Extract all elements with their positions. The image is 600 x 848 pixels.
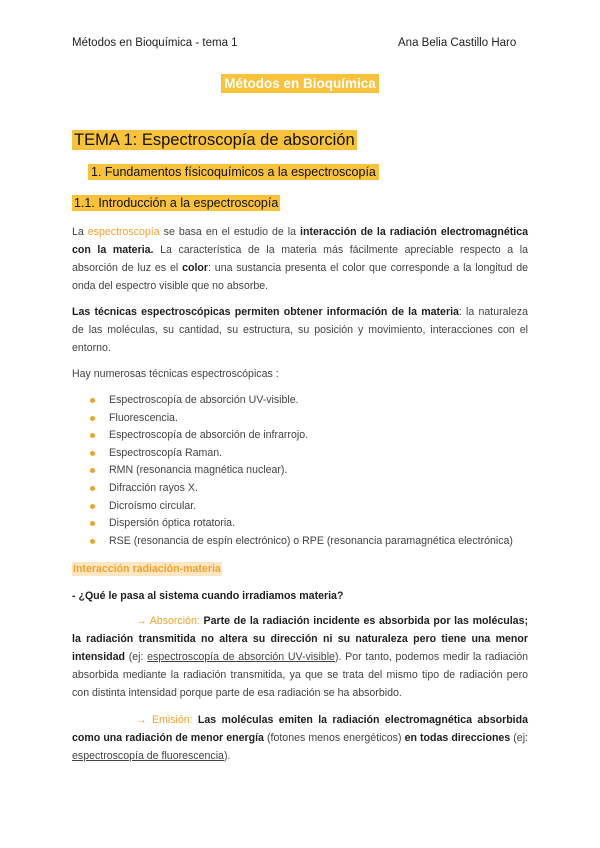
section-1-1-heading: 1.1. Introducción a la espectroscopía — [74, 196, 279, 210]
list-item: Difracción rayos X. — [72, 480, 532, 498]
emision-paragraph: → Emisión: Las moléculas emiten la radiación electromagnética absorbida como una radiación de menor energía (fotones menos energéticos) en todas direcciones (ej: espectroscopía de fluorescencia). — [72, 714, 528, 762]
techniques-list — [72, 392, 532, 550]
list-item: RMN (resonancia magnética nuclear). — [72, 462, 532, 480]
header-right: Ana Belia Castillo Haro — [398, 37, 517, 49]
question-text: - ¿Qué le pasa al sistema cuando irradiamos materia? — [72, 590, 344, 602]
absorcion-paragraph: → Absorción: Parte de la radiación incidente es absorbida por las moléculas; la radiación transmitida no altera su dirección ni su naturaleza pero tiene una menor intensidad (ej: espectroscopía de absorción UV-visible). Por tanto, podemos medir la radiación absorbida mediante la radiación transmitida, ya que se trata del mismo tipo de radiación pero con distinta intensidad porque parte de esa radiación se ha absorbido. — [72, 615, 528, 699]
emision-example: espectroscopía de fluorescencia — [72, 750, 224, 762]
intro-paragraph: La espectroscopía se basa en el estudio de la interacción de la radiación electromagnética con la materia. La característica de la materia más fácilmente apreciable respecto a la absorción de luz es el color: una sustancia presenta el color que corresponde a la longitud de onda del espectro visible que no absorbe. — [72, 226, 529, 292]
emision-label: → Emisión: — [136, 714, 193, 726]
list-item: Dicroísmo circular. — [72, 498, 532, 516]
numerosas-text: Hay numerosas técnicas espectroscópicas : — [72, 368, 279, 380]
list-item: Espectroscopía Raman. — [72, 445, 532, 463]
section-1-heading: 1. Fundamentos físicoquímicos a la espectroscopía — [88, 165, 379, 179]
document-title: Métodos en Bioquímica — [0, 76, 600, 91]
tecnicas-paragraph: Las técnicas espectroscópicas permiten obtener información de la materia: la naturaleza de las moléculas, su cantidad, su estructura, su posición y movimiento, interacciones con el entorno. — [72, 306, 528, 354]
term-espectroscopia: espectroscopía — [87, 226, 160, 238]
list-item: RSE (resonancia de espín electrónico) o RPE (resonancia paramagnética electrónica) — [72, 533, 532, 551]
list-item: Dispersión óptica rotatoria. — [72, 515, 532, 533]
absorcion-example: espectroscopía de absorción UV-visible — [147, 651, 335, 663]
interaccion-heading: Interacción radiación-materia — [73, 563, 221, 575]
header-left: Métodos en Bioquímica - tema 1 — [72, 37, 238, 49]
tema-heading: TEMA 1: Espectroscopía de absorción — [74, 131, 355, 149]
absorcion-label: → Absorción: — [136, 615, 200, 627]
list-item: Espectroscopía de absorción de infrarrojo. — [72, 427, 532, 445]
list-item: Espectroscopía de absorción UV-visible. — [72, 392, 532, 410]
list-item: Fluorescencia. — [72, 410, 532, 428]
